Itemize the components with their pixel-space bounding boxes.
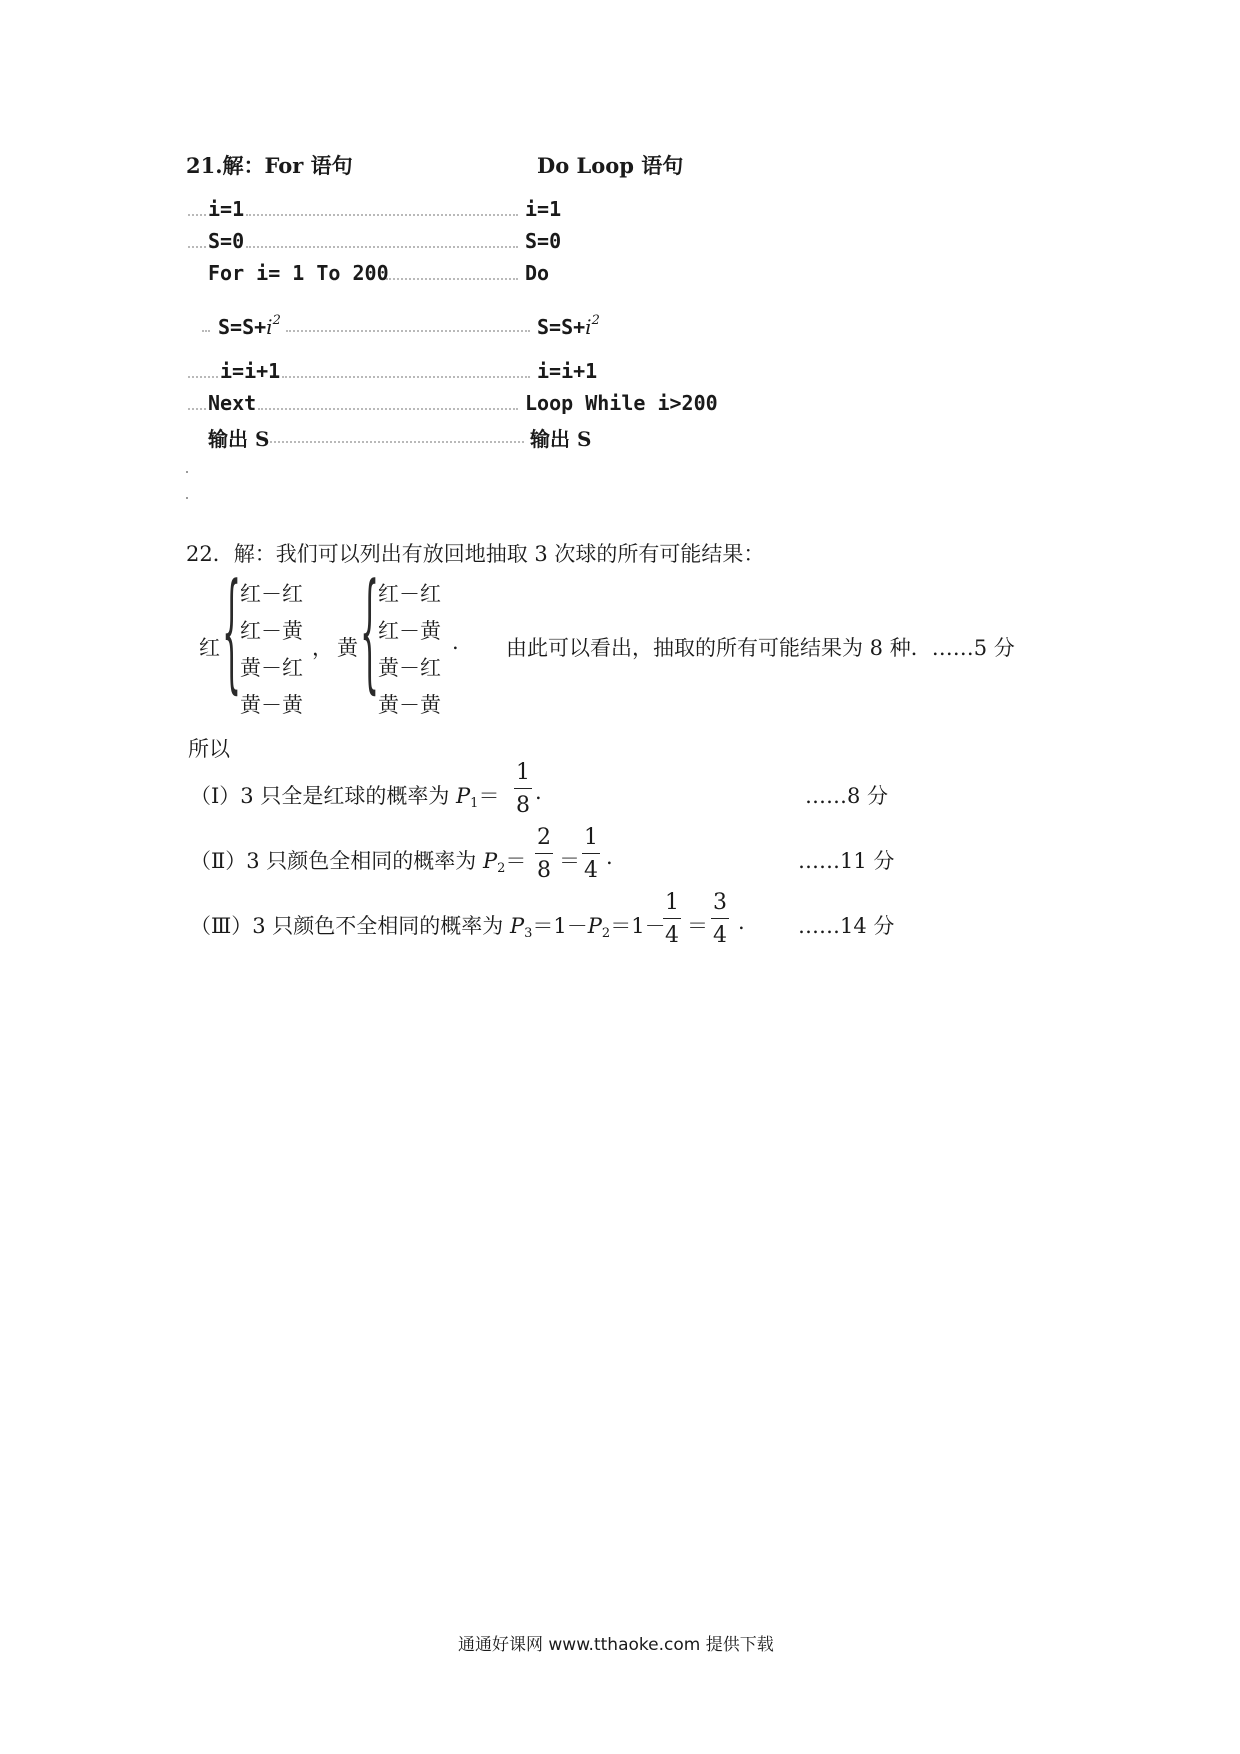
- p3-numerator-2: 3: [711, 892, 729, 919]
- p3-fraction-2: [711, 892, 729, 947]
- stray-dot: [186, 497, 188, 499]
- stray-dot: [186, 471, 188, 473]
- q21-title: 21.解：For 语句: [186, 153, 353, 178]
- p3-eq2: ＝: [687, 914, 708, 938]
- red-branch-3: 黄－红: [240, 656, 303, 680]
- do-line-2: S=0: [525, 229, 562, 253]
- do-line-4-text: S=S+: [537, 315, 586, 339]
- p3-period: .: [738, 910, 745, 934]
- dot-leader: [386, 278, 518, 280]
- dot-leader: [258, 408, 518, 410]
- page-footer: 通通好课网 www.tthaoke.com 提供下载: [458, 1635, 774, 1655]
- q22-conclusion: 由此可以看出，抽取的所有可能结果为 8 种．……5 分: [506, 636, 1015, 660]
- p3-expr2: ＝1－: [610, 914, 666, 938]
- dot-leader: [246, 246, 518, 248]
- tree-root-yellow: 黄: [337, 636, 358, 660]
- p2-sub: 2: [497, 861, 506, 876]
- p1-score: ……8 分: [805, 784, 889, 808]
- p2-var: P: [483, 849, 498, 873]
- dot-leader: [202, 330, 210, 332]
- p1-sub: 1: [470, 796, 479, 811]
- brace-yellow: {: [360, 559, 380, 710]
- p2-fraction-2: [582, 827, 600, 882]
- p1-numerator: 1: [514, 762, 532, 789]
- for-line-7: 输出 S: [208, 427, 270, 451]
- var-i: i: [585, 315, 592, 339]
- p2-period: .: [606, 845, 613, 869]
- p2-eq2: ＝: [559, 849, 580, 873]
- p3-text: （Ⅲ）3 只颜色不全相同的概率为: [190, 914, 504, 938]
- p3-fraction-1: [663, 892, 681, 947]
- p3-denominator-2: 4: [713, 923, 727, 948]
- do-line-6: Loop While i>200: [525, 391, 718, 415]
- for-line-4: [218, 313, 281, 339]
- p1-var: P: [456, 784, 471, 808]
- p3-score: ……14 分: [798, 914, 895, 938]
- p3-var: P: [509, 914, 525, 938]
- dot-leader: [188, 408, 206, 410]
- q22-intro: 22．解：我们可以列出有放回地抽取 3 次球的所有可能结果：: [186, 542, 765, 566]
- for-line-1: i=1: [208, 197, 245, 221]
- dot-leader: [188, 246, 206, 248]
- p1-denominator: 8: [516, 793, 530, 818]
- p3-line: [190, 910, 666, 941]
- yellow-branch-4: 黄－黄: [378, 693, 441, 717]
- red-branch-2: 红－黄: [240, 619, 303, 643]
- for-line-3: For i= 1 To 200: [208, 261, 389, 285]
- for-line-5: i=i+1: [220, 359, 281, 383]
- exponent: 2: [272, 313, 281, 328]
- red-branch-4: 黄－黄: [240, 693, 303, 717]
- p3-denominator-1: 4: [665, 923, 679, 948]
- p2-denominator-2: 4: [584, 858, 598, 883]
- p3-expr: ＝1－: [532, 914, 588, 938]
- do-line-7: 输出 S: [530, 427, 592, 451]
- dot-leader: [188, 214, 206, 216]
- for-line-4-text: S=S+: [218, 315, 267, 339]
- exponent: 2: [591, 313, 600, 328]
- p2-numerator-2: 1: [582, 827, 600, 854]
- p3-numerator-1: 1: [663, 892, 681, 919]
- do-line-5: i=i+1: [537, 359, 598, 383]
- yellow-branch-2: 红－黄: [378, 619, 441, 643]
- for-line-6: Next: [208, 391, 257, 415]
- do-line-4: [537, 313, 600, 339]
- dot-leader: [270, 441, 524, 443]
- dot-leader: [286, 330, 530, 332]
- q21-do-title: Do Loop 语句: [537, 153, 684, 178]
- p3-p2-var: P: [587, 914, 602, 938]
- tree-period: .: [452, 630, 459, 654]
- q22-so: 所以: [188, 737, 230, 761]
- p2-eq: ＝: [505, 849, 527, 873]
- tree-root-red: 红: [199, 636, 220, 660]
- p1-line: [190, 780, 499, 811]
- p2-line: [190, 845, 526, 876]
- var-i: i: [266, 315, 273, 339]
- dot-leader: [246, 214, 518, 216]
- p2-text: （Ⅱ）3 只颜色全相同的概率为: [190, 849, 477, 873]
- dot-leader: [188, 376, 218, 378]
- p2-numerator-1: 2: [535, 827, 553, 854]
- p2-score: ……11 分: [798, 849, 895, 873]
- do-line-3: Do: [525, 261, 550, 285]
- p1-eq: ＝: [478, 784, 500, 808]
- p2-fraction-1: [535, 827, 553, 882]
- p3-p2-sub: 2: [601, 926, 611, 941]
- yellow-branch-3: 黄－红: [378, 656, 441, 680]
- for-line-2: S=0: [208, 229, 245, 253]
- dot-leader: [282, 376, 530, 378]
- do-line-1: i=1: [525, 197, 562, 221]
- yellow-branch-1: 红－红: [378, 582, 441, 606]
- p2-denominator-1: 8: [537, 858, 551, 883]
- p3-sub: 3: [524, 926, 533, 941]
- p1-text: （Ⅰ）3 只全是红球的概率为: [190, 784, 450, 808]
- tree-comma: ，: [312, 636, 333, 660]
- brace-red: {: [222, 559, 242, 710]
- red-branch-1: 红－红: [240, 582, 303, 606]
- p1-period: .: [535, 780, 542, 804]
- p1-fraction: [514, 762, 532, 817]
